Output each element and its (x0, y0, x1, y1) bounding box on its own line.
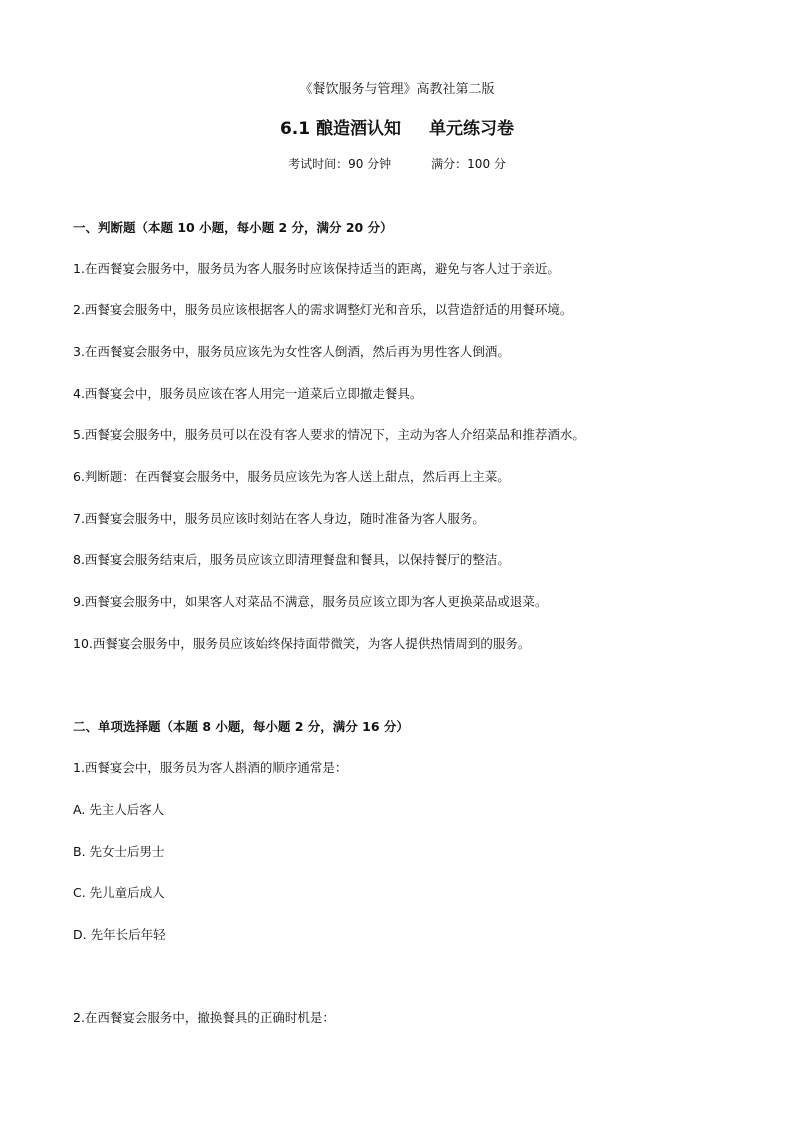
section2-heading: 二、单项选择题（本题 8 小题，每小题 2 分，满分 16 分） (73, 719, 409, 734)
judgement-question: 5.西餐宴会服务中，服务员可以在没有客人要求的情况下，主动为客人介绍菜品和推荐酒水。 (73, 427, 585, 442)
judgement-question: 6.判断题：在西餐宴会服务中，服务员应该先为客人送上甜点，然后再上主菜。 (73, 469, 510, 484)
judgement-question: 1.在西餐宴会服务中，服务员为客人服务时应该保持适当的距离，避免与客人过于亲近。 (73, 261, 560, 276)
full-score: 满分：100 分 (431, 157, 506, 171)
judgement-question: 10.西餐宴会服务中，服务员应该始终保持面带微笑，为客人提供热情周到的服务。 (73, 636, 531, 651)
title-topic: 6.1 酿造酒认知 (279, 119, 402, 139)
judgement-question: 9.西餐宴会服务中，如果客人对菜品不满意，服务员应该立即为客人更换菜品或退菜。 (73, 594, 548, 609)
exam-time: 考试时间：90 分钟 (288, 157, 392, 171)
judgement-question: 2.西餐宴会服务中，服务员应该根据客人的需求调整灯光和音乐，以营造舒适的用餐环境。 (73, 302, 573, 317)
exam-info (0, 154, 794, 174)
choice-option-d: D. 先年长后年轻 (73, 927, 166, 942)
page-title (0, 116, 794, 142)
choice-option-a: A. 先主人后客人 (73, 802, 165, 817)
textbook-subtitle: 《餐饮服务与管理》高教社第二版 (299, 82, 495, 97)
choice-option-c: C. 先儿童后成人 (73, 885, 165, 900)
judgement-question: 8.西餐宴会服务结束后，服务员应该立即清理餐盘和餐具，以保持餐厅的整洁。 (73, 552, 510, 567)
title-type: 单元练习卷 (429, 119, 515, 139)
judgement-question: 3.在西餐宴会服务中，服务员应该先为女性客人倒酒，然后再为男性客人倒酒。 (73, 344, 510, 359)
choice-option-b: B. 先女士后男士 (73, 844, 165, 859)
judgement-question: 7.西餐宴会服务中，服务员应该时刻站在客人身边，随时准备为客人服务。 (73, 511, 485, 526)
judgement-question: 4.西餐宴会中，服务员应该在客人用完一道菜后立即撤走餐具。 (73, 386, 423, 401)
choice-question-stem: 1.西餐宴会中，服务员为客人斟酒的顺序通常是： (73, 760, 348, 775)
choice-question-stem: 2.在西餐宴会服务中，撤换餐具的正确时机是： (73, 1010, 335, 1025)
section1-heading: 一、判断题（本题 10 小题，每小题 2 分，满分 20 分） (73, 220, 393, 235)
